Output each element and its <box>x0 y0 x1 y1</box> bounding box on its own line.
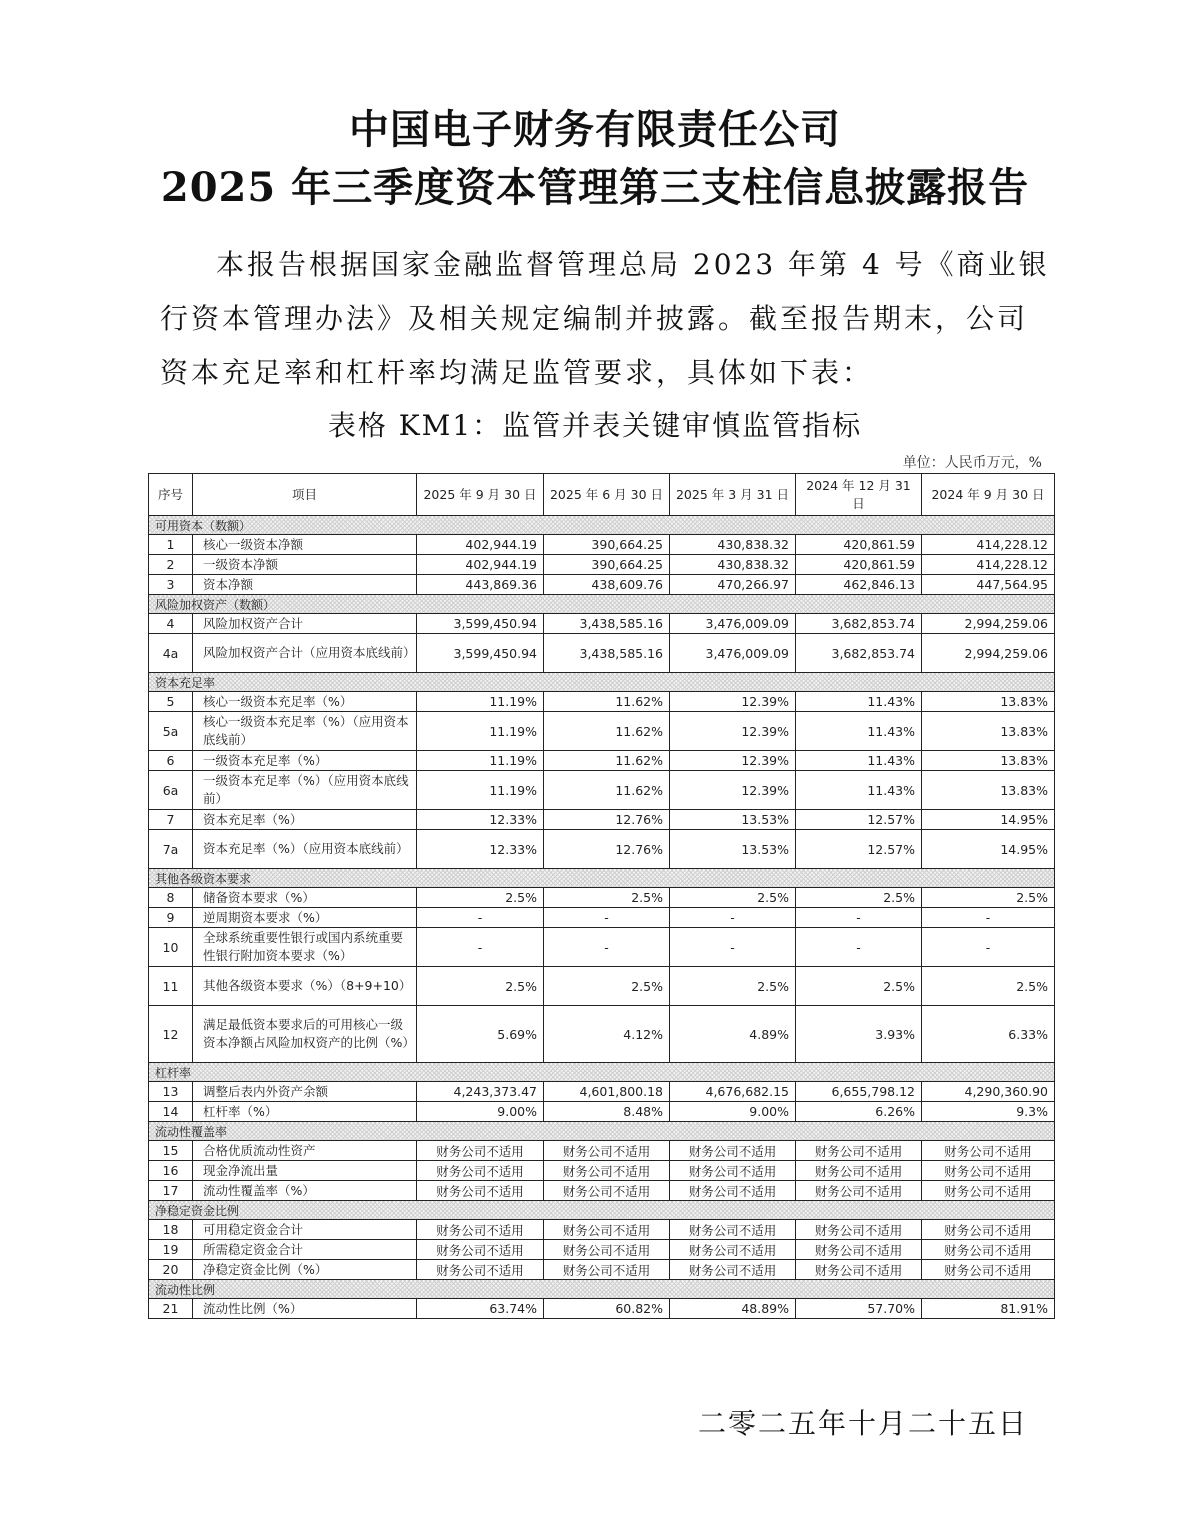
row-item: 风险加权资产合计（应用资本底线前） <box>193 634 417 673</box>
row-value: - <box>796 928 922 967</box>
row-value: 13.53% <box>670 810 796 830</box>
row-item: 资本充足率（%） <box>193 810 417 830</box>
intro-line: 本报告根据国家金融监督管理总局 2023 年第 4 号《商业银 <box>216 248 1050 281</box>
row-value: 414,228.12 <box>922 555 1055 575</box>
header-period: 2025 年 6 月 30 日 <box>544 474 670 516</box>
row-value: 8.48% <box>544 1102 670 1122</box>
row-value: 420,861.59 <box>796 555 922 575</box>
row-value: 11.62% <box>544 712 670 751</box>
report-title-line1: 中国电子财务有限责任公司 <box>349 106 841 153</box>
row-value: 财务公司不适用 <box>417 1240 544 1260</box>
row-value: 14.95% <box>922 810 1055 830</box>
row-value: 11.19% <box>417 771 544 810</box>
row-item: 全球系统重要性银行或国内系统重要性银行附加资本要求（%） <box>193 928 417 967</box>
row-item: 所需稳定资金合计 <box>193 1240 417 1260</box>
row-item: 核心一级资本充足率（%）（应用资本底线前） <box>193 712 417 751</box>
row-item: 资本净额 <box>193 575 417 595</box>
row-value: 2.5% <box>417 967 544 1006</box>
row-value: 4,601,800.18 <box>544 1082 670 1102</box>
row-value: 4,676,682.15 <box>670 1082 796 1102</box>
row-item: 可用稳定资金合计 <box>193 1220 417 1240</box>
row-value: 财务公司不适用 <box>922 1181 1055 1201</box>
section-row <box>149 516 1055 535</box>
row-value: - <box>544 928 670 967</box>
row-value: 3,682,853.74 <box>796 614 922 634</box>
row-value: 57.70% <box>796 1299 922 1319</box>
row-value: 2.5% <box>544 888 670 908</box>
row-seq: 5a <box>149 712 193 751</box>
row-value: 11.19% <box>417 751 544 771</box>
row-value: 420,861.59 <box>796 535 922 555</box>
row-value: 财务公司不适用 <box>796 1260 922 1280</box>
table-row <box>149 535 1055 555</box>
row-item: 杠杆率（%） <box>193 1102 417 1122</box>
row-seq: 3 <box>149 575 193 595</box>
row-seq: 5 <box>149 692 193 712</box>
row-value: 11.19% <box>417 712 544 751</box>
row-value: 2.5% <box>796 967 922 1006</box>
row-value: 438,609.76 <box>544 575 670 595</box>
row-value: 财务公司不适用 <box>922 1161 1055 1181</box>
row-value: 11.62% <box>544 751 670 771</box>
row-value: 12.76% <box>544 830 670 869</box>
row-item: 一级资本充足率（%） <box>193 751 417 771</box>
row-value: 财务公司不适用 <box>670 1181 796 1201</box>
table-row <box>149 1102 1055 1122</box>
table-row <box>149 1006 1055 1063</box>
row-value: 2.5% <box>922 967 1055 1006</box>
row-value: - <box>417 928 544 967</box>
section-title: 风险加权资产（数额） <box>149 595 1055 614</box>
row-item: 一级资本净额 <box>193 555 417 575</box>
section-title: 其他各级资本要求 <box>149 869 1055 888</box>
row-value: 430,838.32 <box>670 535 796 555</box>
row-item: 流动性覆盖率（%） <box>193 1181 417 1201</box>
row-item: 资本充足率（%）（应用资本底线前） <box>193 830 417 869</box>
row-value: 财务公司不适用 <box>417 1141 544 1161</box>
row-seq: 19 <box>149 1240 193 1260</box>
row-value: 12.33% <box>417 830 544 869</box>
row-value: 财务公司不适用 <box>922 1260 1055 1280</box>
row-value: 财务公司不适用 <box>670 1260 796 1280</box>
row-value: 63.74% <box>417 1299 544 1319</box>
row-seq: 17 <box>149 1181 193 1201</box>
section-title: 净稳定资金比例 <box>149 1201 1055 1220</box>
row-value: 81.91% <box>922 1299 1055 1319</box>
row-value: 4.89% <box>670 1006 796 1063</box>
row-value: 财务公司不适用 <box>544 1260 670 1280</box>
row-value: 13.83% <box>922 751 1055 771</box>
row-value: 9.3% <box>922 1102 1055 1122</box>
row-seq: 20 <box>149 1260 193 1280</box>
row-value: 6.26% <box>796 1102 922 1122</box>
table-row <box>149 1299 1055 1319</box>
row-item: 核心一级资本充足率（%） <box>193 692 417 712</box>
row-value: 3,682,853.74 <box>796 634 922 673</box>
row-value: 3,599,450.94 <box>417 614 544 634</box>
row-value: 12.33% <box>417 810 544 830</box>
table-row <box>149 1260 1055 1280</box>
row-item: 逆周期资本要求（%） <box>193 908 417 928</box>
row-value: 402,944.19 <box>417 555 544 575</box>
row-value: 2.5% <box>922 888 1055 908</box>
row-value: 3.93% <box>796 1006 922 1063</box>
report-title-line2: 2025 年三季度资本管理第三支柱信息披露报告 <box>160 164 1030 211</box>
row-value: 财务公司不适用 <box>417 1161 544 1181</box>
row-value: 11.19% <box>417 692 544 712</box>
report-date: 二零二五年十月二十五日 <box>697 1407 1028 1440</box>
km1-table <box>148 473 1055 1319</box>
row-value: 2,994,259.06 <box>922 614 1055 634</box>
row-value: 财务公司不适用 <box>417 1260 544 1280</box>
section-row <box>149 595 1055 614</box>
row-value: 12.76% <box>544 810 670 830</box>
header-period: 2024 年 9 月 30 日 <box>922 474 1055 516</box>
table-row <box>149 712 1055 751</box>
section-row <box>149 673 1055 692</box>
row-seq: 10 <box>149 928 193 967</box>
section-row <box>149 1063 1055 1082</box>
table-row <box>149 575 1055 595</box>
section-row <box>149 869 1055 888</box>
row-value: 财务公司不适用 <box>670 1161 796 1181</box>
row-value: 2,994,259.06 <box>922 634 1055 673</box>
row-value: 470,266.97 <box>670 575 796 595</box>
row-item: 风险加权资产合计 <box>193 614 417 634</box>
row-value: 4,290,360.90 <box>922 1082 1055 1102</box>
row-seq: 4 <box>149 614 193 634</box>
header-period: 2025 年 9 月 30 日 <box>417 474 544 516</box>
section-title: 流动性比例 <box>149 1280 1055 1299</box>
intro-line: 资本充足率和杠杆率均满足监管要求，具体如下表： <box>160 356 874 389</box>
row-value: 财务公司不适用 <box>670 1141 796 1161</box>
row-value: 6.33% <box>922 1006 1055 1063</box>
table-row <box>149 1082 1055 1102</box>
row-item: 满足最低资本要求后的可用核心一级资本净额占风险加权资产的比例（%） <box>193 1006 417 1063</box>
row-item: 合格优质流动性资产 <box>193 1141 417 1161</box>
header-period: 2024 年 12 月 31 日 <box>796 474 922 516</box>
table-row <box>149 614 1055 634</box>
row-value: 财务公司不适用 <box>922 1240 1055 1260</box>
row-value: 13.53% <box>670 830 796 869</box>
row-value: - <box>922 908 1055 928</box>
row-value: 12.57% <box>796 810 922 830</box>
row-item: 净稳定资金比例（%） <box>193 1260 417 1280</box>
row-value: 4.12% <box>544 1006 670 1063</box>
table-row <box>149 888 1055 908</box>
row-value: 2.5% <box>670 967 796 1006</box>
row-item: 流动性比例（%） <box>193 1299 417 1319</box>
table-header-row <box>149 474 1055 516</box>
table-row <box>149 810 1055 830</box>
row-value: 财务公司不适用 <box>796 1220 922 1240</box>
row-value: 9.00% <box>417 1102 544 1122</box>
table-row <box>149 967 1055 1006</box>
row-seq: 4a <box>149 634 193 673</box>
table-row <box>149 1181 1055 1201</box>
row-value: 447,564.95 <box>922 575 1055 595</box>
row-value: 11.62% <box>544 771 670 810</box>
row-value: - <box>922 928 1055 967</box>
row-seq: 15 <box>149 1141 193 1161</box>
row-value: 财务公司不适用 <box>544 1181 670 1201</box>
row-value: 430,838.32 <box>670 555 796 575</box>
row-value: - <box>417 908 544 928</box>
table-row <box>149 634 1055 673</box>
row-value: - <box>796 908 922 928</box>
row-value: 4,243,373.47 <box>417 1082 544 1102</box>
section-row <box>149 1201 1055 1220</box>
table-caption: 表格 KM1：监管并表关键审慎监管指标 <box>327 409 863 442</box>
row-value: 11.43% <box>796 712 922 751</box>
row-seq: 8 <box>149 888 193 908</box>
row-seq: 14 <box>149 1102 193 1122</box>
row-value: 财务公司不适用 <box>796 1181 922 1201</box>
section-title: 流动性覆盖率 <box>149 1122 1055 1141</box>
row-seq: 6 <box>149 751 193 771</box>
row-value: 2.5% <box>796 888 922 908</box>
row-value: 财务公司不适用 <box>417 1220 544 1240</box>
row-value: 2.5% <box>670 888 796 908</box>
row-value: 13.83% <box>922 771 1055 810</box>
row-value: 3,438,585.16 <box>544 614 670 634</box>
row-seq: 6a <box>149 771 193 810</box>
unit-note: 单位：人民币万元，% <box>902 455 1042 471</box>
row-value: 财务公司不适用 <box>544 1240 670 1260</box>
section-title: 杠杆率 <box>149 1063 1055 1082</box>
row-value: 6,655,798.12 <box>796 1082 922 1102</box>
row-seq: 9 <box>149 908 193 928</box>
row-value: 60.82% <box>544 1299 670 1319</box>
row-item: 一级资本充足率（%）（应用资本底线前） <box>193 771 417 810</box>
row-seq: 16 <box>149 1161 193 1181</box>
row-value: 3,438,585.16 <box>544 634 670 673</box>
table-row <box>149 1240 1055 1260</box>
row-seq: 1 <box>149 535 193 555</box>
row-value: 390,664.25 <box>544 555 670 575</box>
row-value: - <box>670 928 796 967</box>
row-value: 3,599,450.94 <box>417 634 544 673</box>
row-value: 462,846.13 <box>796 575 922 595</box>
section-title: 可用资本（数额） <box>149 516 1055 535</box>
row-seq: 7 <box>149 810 193 830</box>
table-row <box>149 830 1055 869</box>
row-value: 财务公司不适用 <box>796 1141 922 1161</box>
row-value: 财务公司不适用 <box>922 1141 1055 1161</box>
table-row <box>149 751 1055 771</box>
row-value: 3,476,009.09 <box>670 634 796 673</box>
row-value: 11.43% <box>796 692 922 712</box>
row-item: 储备资本要求（%） <box>193 888 417 908</box>
table-row <box>149 1141 1055 1161</box>
row-value: 财务公司不适用 <box>417 1181 544 1201</box>
row-value: 5.69% <box>417 1006 544 1063</box>
row-value: 11.43% <box>796 771 922 810</box>
row-value: 财务公司不适用 <box>796 1240 922 1260</box>
row-seq: 12 <box>149 1006 193 1063</box>
row-value: 414,228.12 <box>922 535 1055 555</box>
row-value: 13.83% <box>922 712 1055 751</box>
row-value: 12.39% <box>670 771 796 810</box>
row-seq: 2 <box>149 555 193 575</box>
row-value: 2.5% <box>417 888 544 908</box>
intro-paragraph <box>160 238 1050 400</box>
row-value: 9.00% <box>670 1102 796 1122</box>
row-value: 14.95% <box>922 830 1055 869</box>
row-value: 财务公司不适用 <box>670 1220 796 1240</box>
row-value: 48.89% <box>670 1299 796 1319</box>
row-value: 390,664.25 <box>544 535 670 555</box>
row-value: 财务公司不适用 <box>670 1240 796 1260</box>
table-row <box>149 771 1055 810</box>
row-value: 财务公司不适用 <box>544 1161 670 1181</box>
row-value: 443,869.36 <box>417 575 544 595</box>
row-value: 财务公司不适用 <box>922 1220 1055 1240</box>
row-item: 调整后表内外资产余额 <box>193 1082 417 1102</box>
row-value: 402,944.19 <box>417 535 544 555</box>
table-row <box>149 555 1055 575</box>
section-row <box>149 1122 1055 1141</box>
row-value: 11.43% <box>796 751 922 771</box>
row-value: - <box>544 908 670 928</box>
section-row <box>149 1280 1055 1299</box>
row-value: 财务公司不适用 <box>544 1220 670 1240</box>
row-seq: 21 <box>149 1299 193 1319</box>
row-item: 现金净流出量 <box>193 1161 417 1181</box>
row-value: - <box>670 908 796 928</box>
table-row <box>149 908 1055 928</box>
table-row <box>149 1161 1055 1181</box>
intro-line: 行资本管理办法》及相关规定编制并披露。截至报告期末，公司 <box>160 302 1029 335</box>
row-value: 财务公司不适用 <box>544 1141 670 1161</box>
row-value: 12.39% <box>670 712 796 751</box>
table-row <box>149 928 1055 967</box>
row-value: 2.5% <box>544 967 670 1006</box>
row-item: 核心一级资本净额 <box>193 535 417 555</box>
header-period: 2025 年 3 月 31 日 <box>670 474 796 516</box>
row-item: 其他各级资本要求（%）（8+9+10） <box>193 967 417 1006</box>
header-seq: 序号 <box>149 474 193 516</box>
header-item: 项目 <box>193 474 417 516</box>
row-value: 11.62% <box>544 692 670 712</box>
section-title: 资本充足率 <box>149 673 1055 692</box>
row-value: 12.57% <box>796 830 922 869</box>
row-value: 12.39% <box>670 692 796 712</box>
row-value: 3,476,009.09 <box>670 614 796 634</box>
row-value: 财务公司不适用 <box>796 1161 922 1181</box>
row-seq: 11 <box>149 967 193 1006</box>
row-seq: 13 <box>149 1082 193 1102</box>
row-value: 12.39% <box>670 751 796 771</box>
table-row <box>149 1220 1055 1240</box>
row-seq: 18 <box>149 1220 193 1240</box>
row-seq: 7a <box>149 830 193 869</box>
row-value: 13.83% <box>922 692 1055 712</box>
table-row <box>149 692 1055 712</box>
